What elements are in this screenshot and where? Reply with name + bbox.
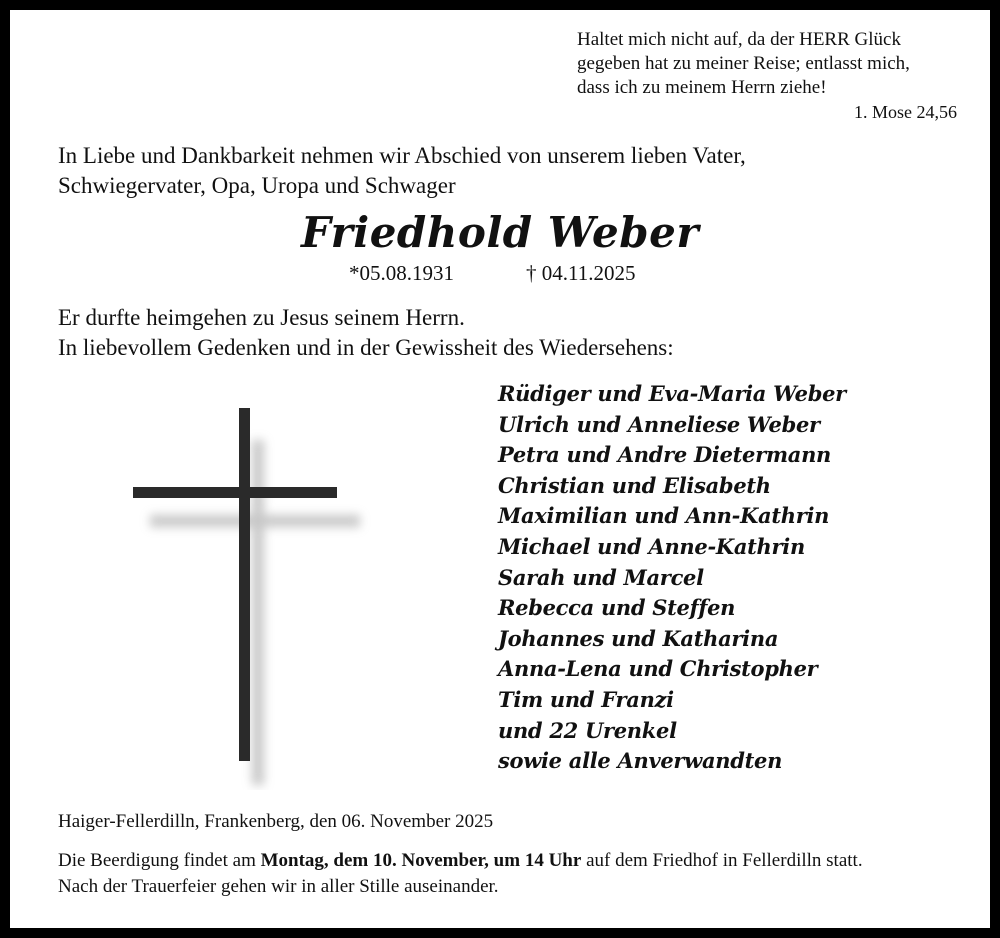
birth-date: *05.08.1931 [349, 261, 454, 285]
intro-text [58, 141, 746, 201]
mourner-entry: und 22 Urenkel [498, 717, 677, 743]
mourner-entry: sowie alle Anverwandten [498, 748, 783, 774]
obituary-card [10, 10, 990, 928]
bible-quote [577, 28, 957, 124]
memorial-message [58, 303, 674, 363]
funeral-line-1 [58, 848, 863, 874]
quote-reference: 1. Mose 24,56 [854, 102, 957, 122]
quote-line: dass ich zu meinem Herrn ziehe! [577, 77, 827, 98]
mourner-entry: Ulrich und Anneliese Weber [498, 411, 820, 437]
cross-icon [120, 400, 380, 790]
funeral-info [58, 848, 863, 900]
funeral-post: auf dem Friedhof in Fellerdilln statt. [581, 850, 863, 871]
funeral-pre: Die Beerdigung findet am [58, 850, 261, 871]
mourner-entry: Maximilian und Ann-Kathrin [498, 503, 830, 529]
funeral-line-2: Nach der Trauerfeier gehen wir in aller Stille auseinander. [58, 876, 499, 897]
quote-line: Haltet mich nicht auf, da der HERR Glück [577, 29, 901, 50]
intro-line: Schwiegervater, Opa, Uropa und Schwager [58, 173, 456, 198]
place-and-date: Haiger-Fellerdilln, Frankenberg, den 06. November 2025 [58, 811, 494, 832]
cross-shape [133, 408, 337, 761]
mourner-entry: Christian und Elisabeth [498, 472, 771, 498]
mourner-entry: Johannes und Katharina [498, 625, 779, 651]
deceased-name: Friedhold Weber [301, 208, 699, 257]
mourner-entry: Rüdiger und Eva-Maria Weber [498, 381, 846, 406]
intro-line: In Liebe und Dankbarkeit nehmen wir Abschied von unserem lieben Vater, [58, 143, 746, 168]
funeral-date-time: Montag, dem 10. November, um 14 Uhr [260, 850, 582, 871]
mourner-entry: Sarah und Marcel [498, 564, 704, 590]
mourner-entry: Anna-Lena und Christopher [498, 656, 818, 682]
quote-line: gegeben hat zu meiner Reise; entlasst mich, [577, 53, 910, 74]
mourner-entry: Rebecca und Steffen [498, 595, 736, 621]
mourner-entry: Michael und Anne-Kathrin [498, 533, 805, 559]
message-line: In liebevollem Gedenken und in der Gewissheit des Wiedersehens: [58, 335, 674, 360]
mourner-entry: Petra und Andre Dietermann [498, 442, 832, 468]
mourner-entry: Tim und Franzi [498, 686, 674, 712]
mourners-list [498, 379, 846, 777]
death-date: † 04.11.2025 [526, 261, 636, 285]
message-line: Er durfte heimgehen zu Jesus seinem Herrn. [58, 305, 465, 330]
